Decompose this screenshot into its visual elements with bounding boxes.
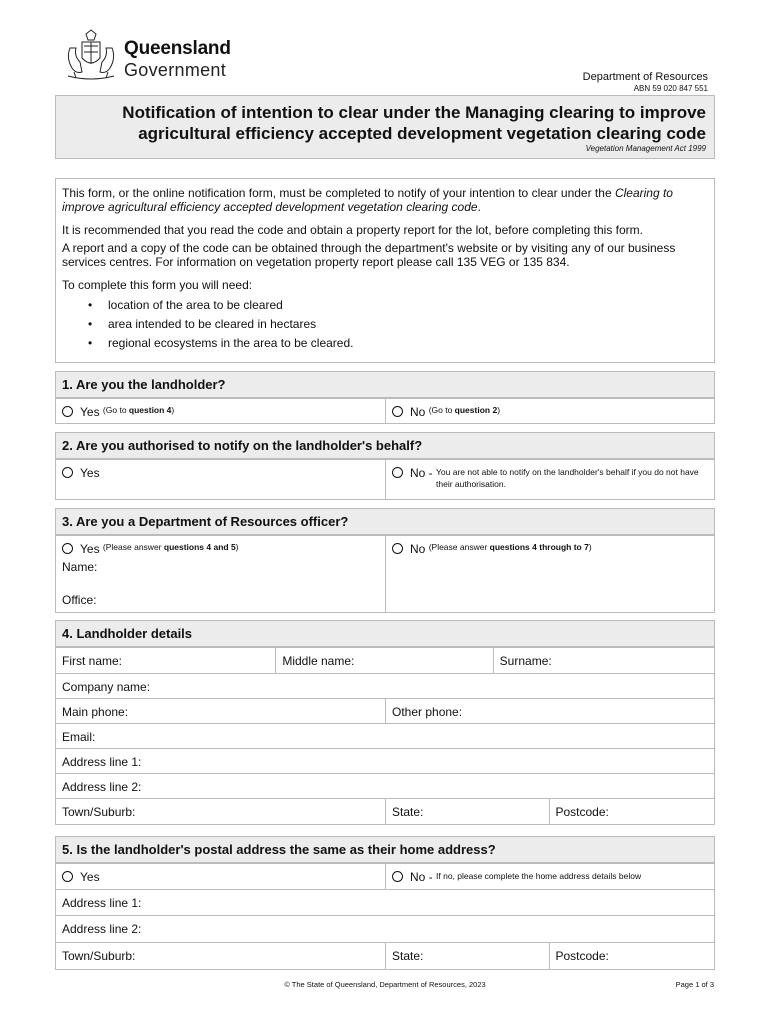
postal-postcode-field[interactable]: Postcode: xyxy=(549,943,715,969)
intro-paragraph-3: A report and a copy of the code can be obtained through the department's website or by visiting any of our business services centres. For information on vegetation property report please call 135 VEG or 135 834. xyxy=(62,241,676,269)
question-4-section xyxy=(55,620,715,825)
question-2-title: 2. Are you authorised to notify on the landholder's behalf? xyxy=(56,433,714,459)
q1-no-cell xyxy=(385,399,714,423)
option-note: (Please answer questions 4 and 5) xyxy=(102,542,239,552)
question-3-section xyxy=(55,508,715,613)
other-phone-field[interactable]: Other phone: xyxy=(385,699,714,723)
radio-button[interactable] xyxy=(62,406,73,417)
option-label: Yes xyxy=(80,542,100,556)
address-line-2-field[interactable]: Address line 2: xyxy=(62,780,142,794)
question-2-section xyxy=(55,432,715,500)
address-line-1-field[interactable]: Address line 1: xyxy=(62,755,142,769)
first-name-field[interactable]: First name: xyxy=(62,654,123,668)
logo-text-queensland: Queensland xyxy=(124,38,231,59)
question-1-title: 1. Are you the landholder? xyxy=(56,372,714,398)
option-label: Yes xyxy=(80,466,100,480)
intro-text: This form, or the online notification form, must be completed to notify of your intention to clear under the xyxy=(62,186,615,200)
main-phone-field[interactable]: Main phone: xyxy=(62,705,129,719)
option-note: (Please answer questions 4 through to 7) xyxy=(428,542,592,552)
page-number: Page 1 of 3 xyxy=(675,980,714,989)
option-label: No xyxy=(410,542,426,556)
question-5-title: 5. Is the landholder's postal address the same as their home address? xyxy=(56,837,714,863)
postal-state-field[interactable]: State: xyxy=(385,943,549,969)
intro-paragraph-2: It is recommended that you read the code and obtain a property report for the lot, before completing this form. xyxy=(62,223,643,237)
option-label: Yes xyxy=(80,405,100,419)
option-label: No - xyxy=(410,870,433,884)
officer-name-field[interactable]: Name: xyxy=(62,560,98,574)
q1-yes-cell xyxy=(56,399,385,423)
q1-no-option[interactable] xyxy=(392,405,708,419)
legislation-reference: Vegetation Management Act 1999 xyxy=(585,144,706,153)
question-3-title: 3. Are you a Department of Resources officer? xyxy=(56,509,714,535)
form-title-box xyxy=(55,95,715,159)
q3-yes-cell xyxy=(56,536,385,612)
q5-no-option[interactable] xyxy=(392,870,708,884)
radio-button[interactable] xyxy=(392,871,403,882)
radio-button[interactable] xyxy=(62,543,73,554)
postal-town-suburb-field[interactable]: Town/Suburb: xyxy=(62,949,136,963)
q5-yes-cell xyxy=(56,864,385,889)
option-note: (Go to question 4) xyxy=(102,405,175,415)
q2-no-cell xyxy=(385,460,714,499)
surname-field[interactable]: Surname: xyxy=(493,648,714,673)
q3-no-cell xyxy=(385,536,714,612)
radio-button[interactable] xyxy=(62,871,73,882)
option-note: (Go to question 2) xyxy=(428,405,501,415)
radio-button[interactable] xyxy=(392,406,403,417)
abn-number: ABN 59 020 847 551 xyxy=(633,84,708,93)
option-label: Yes xyxy=(80,870,100,884)
radio-button[interactable] xyxy=(392,467,403,478)
list-item: • area intended to be cleared in hectares xyxy=(62,315,708,334)
queensland-government-logo xyxy=(62,28,232,84)
department-name: Department of Resources xyxy=(582,71,708,83)
coat-of-arms-icon xyxy=(62,28,120,84)
list-item: • regional ecosystems in the area to be cleared. xyxy=(62,334,708,353)
q5-yes-option[interactable] xyxy=(62,870,379,884)
q1-yes-option[interactable] xyxy=(62,405,379,419)
logo-text-government: Government xyxy=(124,60,227,80)
intro-box xyxy=(55,178,715,363)
q3-no-option[interactable] xyxy=(392,542,708,556)
list-item: • location of the area to be cleared xyxy=(62,296,708,315)
q3-yes-option[interactable] xyxy=(62,542,379,556)
postal-address-line-2-field[interactable]: Address line 2: xyxy=(62,922,142,936)
state-field[interactable]: State: xyxy=(385,799,549,824)
company-name-field[interactable]: Company name: xyxy=(62,680,151,694)
intro-paragraph-4: To complete this form you will need: xyxy=(62,278,253,292)
option-label: No - xyxy=(410,466,433,480)
q2-yes-option[interactable] xyxy=(62,466,379,480)
copyright-notice: © The State of Queensland, Department of Resources, 2023 xyxy=(284,980,486,989)
question-1-section xyxy=(55,371,715,424)
question-5-section xyxy=(55,836,715,970)
intro-paragraph-1 xyxy=(62,186,708,214)
postcode-field[interactable]: Postcode: xyxy=(549,799,715,824)
option-note: If no, please complete the home address details below xyxy=(436,871,642,881)
radio-button[interactable] xyxy=(392,543,403,554)
intro-text-end: . xyxy=(477,200,481,214)
q2-yes-cell xyxy=(56,460,385,499)
radio-button[interactable] xyxy=(62,467,73,478)
form-title: Notification of intention to clear under the Managing clearing to improve agricultural efficiency accepted development vegetation clearing code xyxy=(122,103,706,143)
code-name: Clearing to improve agricultural efficiency accepted development vegetation clearing code xyxy=(62,186,673,214)
officer-office-field[interactable]: Office: xyxy=(62,593,97,607)
town-suburb-field[interactable]: Town/Suburb: xyxy=(62,805,136,819)
postal-address-line-1-field[interactable]: Address line 1: xyxy=(62,896,142,910)
middle-name-field[interactable]: Middle name: xyxy=(275,648,492,673)
question-4-title: 4. Landholder details xyxy=(56,621,714,647)
q2-no-option[interactable] xyxy=(392,466,708,490)
q5-no-cell xyxy=(385,864,714,889)
email-field[interactable]: Email: xyxy=(62,730,96,744)
option-note: You are not able to notify on the landholder's behalf if you do not have their authorisation. xyxy=(436,467,699,489)
option-label: No xyxy=(410,405,426,419)
requirements-list xyxy=(62,296,708,353)
